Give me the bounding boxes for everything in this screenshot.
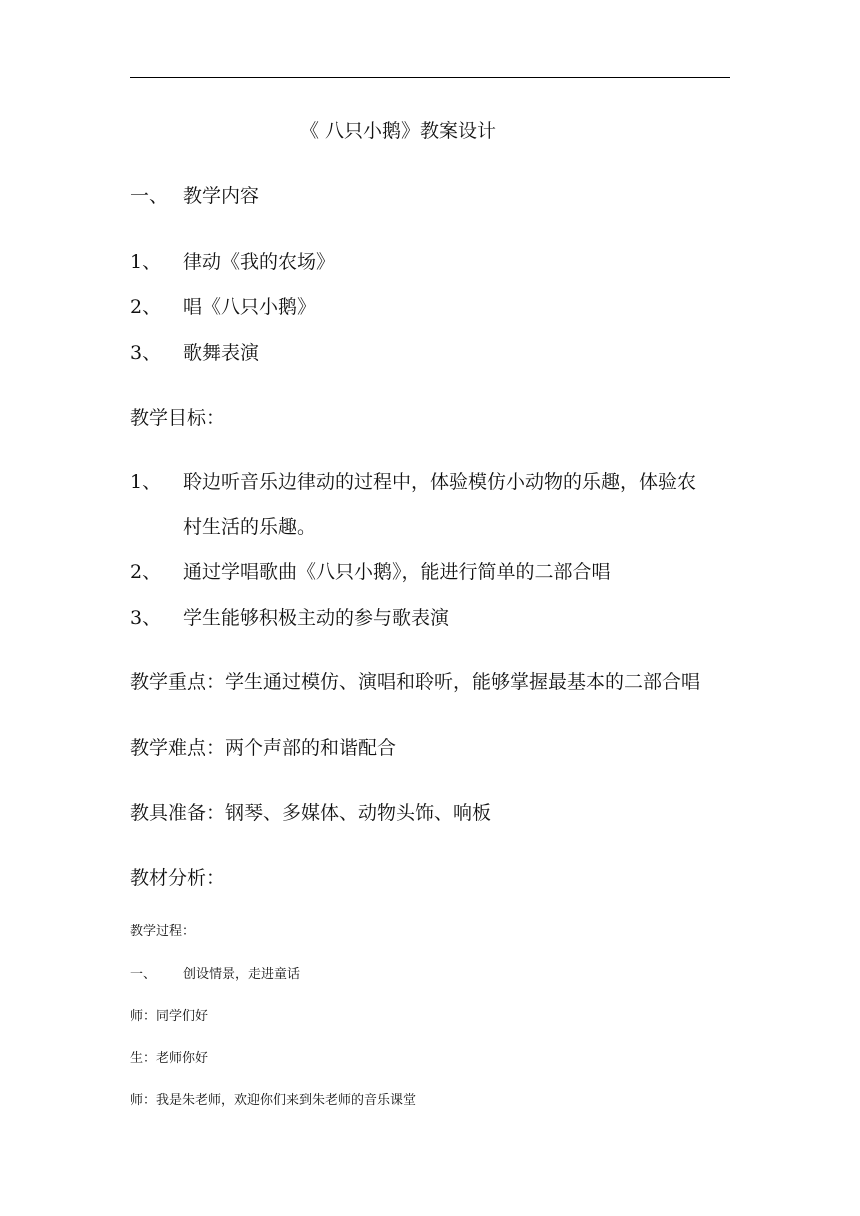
list-item-number: 2、 bbox=[130, 296, 162, 318]
list-item: 唱《八只小鹅》 bbox=[183, 296, 317, 318]
process-heading: 教学过程： bbox=[130, 924, 196, 939]
section-number: 一、 bbox=[130, 185, 169, 207]
list-item-number: 3、 bbox=[130, 342, 162, 364]
list-item-continuation: 村生活的乐趣。 bbox=[183, 516, 317, 538]
list-item: 歌舞表演 bbox=[183, 342, 260, 364]
list-item: 聆边听音乐边律动的过程中，体验模仿小动物的乐趣，体验农 bbox=[183, 471, 697, 493]
key-point: 教学重点：学生通过模仿、演唱和聆听，能够掌握最基本的二部合唱 bbox=[130, 671, 701, 693]
difficulty: 教学难点：两个声部的和谐配合 bbox=[130, 737, 397, 759]
step-title: 创设情景，走进童话 bbox=[183, 967, 301, 982]
goals-heading: 教学目标： bbox=[130, 407, 226, 429]
dialogue-line: 师：我是朱老师，欢迎你们来到朱老师的音乐课堂 bbox=[130, 1093, 417, 1108]
teaching-tools: 教具准备：钢琴、多媒体、动物头饰、响板 bbox=[130, 802, 492, 824]
material-analysis: 教材分析： bbox=[130, 867, 226, 889]
list-item: 学生能够积极主动的参与歌表演 bbox=[183, 607, 450, 629]
list-item: 通过学唱歌曲《八只小鹅》，能进行简单的二部合唱 bbox=[183, 561, 611, 583]
page-title: 《 八只小鹅》教案设计 bbox=[300, 120, 497, 142]
list-item-number: 3、 bbox=[130, 607, 162, 629]
list-item-number: 1、 bbox=[130, 471, 162, 493]
list-item-number: 1、 bbox=[130, 251, 162, 273]
list-item: 律动《我的农场》 bbox=[183, 251, 336, 273]
dialogue-line: 师：同学们好 bbox=[130, 1009, 209, 1024]
step-number: 一、 bbox=[130, 967, 157, 982]
dialogue-line: 生：老师你好 bbox=[130, 1051, 209, 1066]
section-heading: 教学内容 bbox=[183, 185, 260, 207]
header-rule bbox=[130, 77, 730, 78]
list-item-number: 2、 bbox=[130, 561, 162, 583]
